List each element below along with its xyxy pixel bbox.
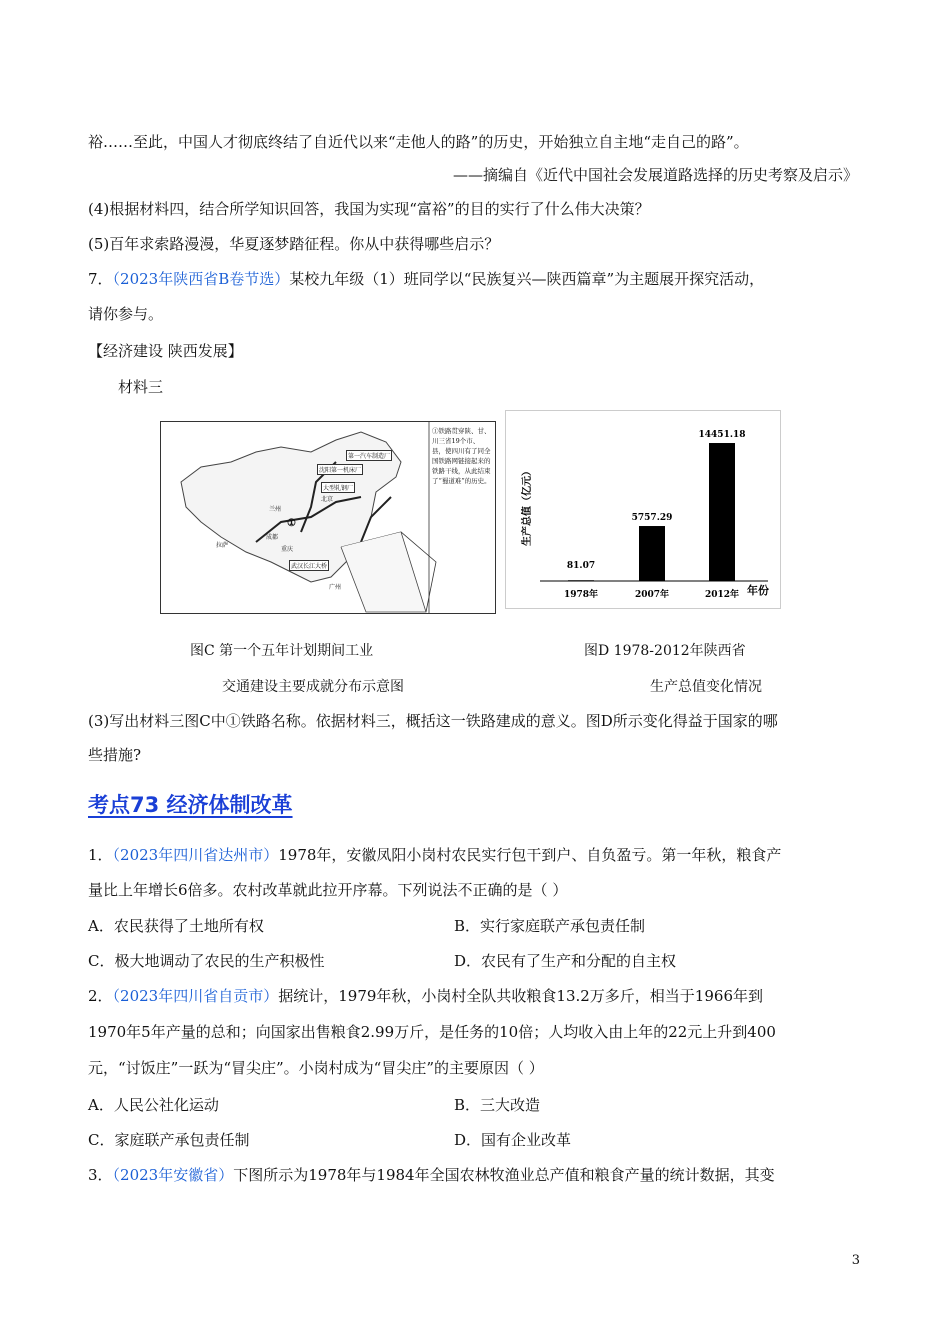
map-note: ①铁路贯穿陕、甘、川三省19个市、县，使四川有了同全国铁路网链接起来的铁路干线，从此结束了“蜀道难”的历史。 (432, 427, 491, 485)
chart-figure-d (505, 410, 781, 609)
map-label: 成都 (266, 534, 279, 541)
mcq-3 (88, 1164, 775, 1185)
question-source: （2023年陕西省B卷节选） (112, 270, 290, 288)
question-number: 1． (88, 846, 113, 864)
caption-d-line1: 图D 1978-2012年陕西省 (584, 643, 746, 659)
material-label: 材料三 (118, 378, 164, 396)
map-label: 沈阳第一机床厂 (317, 464, 363, 475)
mcq-2 (88, 985, 763, 1006)
citation: ——摘编自《近代中国社会发展道路选择的历史考察及启示》 (452, 166, 858, 184)
question-text: 1978年，安徽凤阳小岗村农民实行包干到户、自负盈亏。第一年秋，粮食产 (278, 846, 782, 864)
data-label: 81.07 (566, 561, 596, 572)
section-label: 【经济建设 陕西发展】 (88, 342, 243, 360)
option-b[interactable]: B．三大改造 (454, 1096, 541, 1114)
question-source: （2023年四川省自贡市） (112, 987, 279, 1005)
y-axis-label: 生产总值（亿元） (522, 466, 533, 546)
question-number: 3． (88, 1166, 113, 1184)
map-label: 大型轧钢厂 (321, 482, 355, 493)
data-label: 5757.29 (631, 513, 673, 524)
caption-c-line2: 交通建设主要成就分布示意图 (222, 679, 404, 695)
map-label: 广州 (329, 584, 342, 591)
map-label: 武汉长江大桥 (289, 560, 329, 571)
x-axis-label: 年份 (747, 584, 769, 597)
map-label: 拉萨 (216, 542, 229, 549)
bar-2007年 (639, 526, 665, 581)
map-label: 重庆 (281, 546, 294, 553)
mcq-2-cont: 1970年5年产量的总和；向国家出售粮食2.99万斤，是任务的10倍；人均收入由上年的22元上升到400 (88, 1023, 776, 1041)
text-line: 裕……至此，中国人才彻底终结了自近代以来“走他人的路”的历史，开始独立自主地“走自己的路”。 (88, 133, 749, 151)
map-label: 第一汽车制造厂 (346, 450, 392, 461)
map-label: 兰州 (269, 506, 282, 513)
section-heading: 考点73 经济体制改革 (88, 793, 293, 817)
data-label: 14451.18 (698, 430, 746, 441)
question-text: 据统计，1979年秋，小岗村全队共收粮食13.2万多斤，相当于1966年到 (278, 987, 763, 1005)
option-c[interactable]: C．极大地调动了农民的生产积极性 (88, 952, 325, 970)
x-tick-label: 2007年 (634, 590, 670, 600)
mcq-2-cont: 元，“讨饭庄”一跃为“冒尖庄”。小岗村成为“冒尖庄”的主要原因（ ） (88, 1059, 544, 1077)
map-figure-c (160, 421, 496, 614)
bar-2012年 (709, 443, 735, 581)
bar-chart (506, 411, 780, 608)
question-7-cont: 请你参与。 (88, 305, 164, 323)
question-source: （2023年四川省达州市） (112, 846, 279, 864)
question-source: （2023年安徽省） (112, 1166, 234, 1184)
question-number: 7． (88, 270, 113, 288)
map-label: 北京 (321, 496, 334, 503)
option-d[interactable]: D．农民有了生产和分配的自主权 (454, 952, 677, 970)
option-b[interactable]: B．实行家庭联产承包责任制 (454, 917, 646, 935)
question-3: (3)写出材料三图C中①铁路名称。依据材料三，概括这一铁路建成的意义。图D所示变化得益于国家的哪 (88, 712, 778, 730)
question-4: (4)根据材料四，结合所学知识回答，我国为实现“富裕”的目的实行了什么伟大决策？ (88, 200, 650, 218)
option-c[interactable]: C．家庭联产承包责任制 (88, 1131, 250, 1149)
x-tick-label: 2012年 (704, 590, 740, 600)
caption-c-line1: 图C 第一个五年计划期间工业 (190, 643, 374, 659)
question-5: (5)百年求索路漫漫，华夏逐梦踏征程。你从中获得哪些启示？ (88, 235, 500, 253)
option-a[interactable]: A．农民获得了土地所有权 (88, 917, 264, 935)
railway-marker: ① (287, 518, 296, 529)
bar-1978年 (568, 580, 594, 581)
mcq-1-cont: 量比上年增长6倍多。农村改革就此拉开序幕。下列说法不正确的是（ ） (88, 881, 568, 899)
question-7 (88, 268, 764, 289)
question-text: 下图所示为1978年与1984年全国农林牧渔业总产值和粮食产量的统计数据，其变 (233, 1166, 775, 1184)
option-d[interactable]: D．国有企业改革 (454, 1131, 572, 1149)
x-tick-label: 1978年 (563, 590, 599, 600)
question-3-cont: 些措施? (88, 746, 142, 764)
caption-d-line2: 生产总值变化情况 (650, 679, 762, 695)
page-number: 3 (851, 1253, 860, 1268)
mcq-1 (88, 844, 781, 865)
question-number: 2． (88, 987, 113, 1005)
option-a[interactable]: A．人民公社化运动 (88, 1096, 219, 1114)
question-text: 某校九年级（1）班同学以“民族复兴—陕西篇章”为主题展开探究活动， (289, 270, 765, 288)
